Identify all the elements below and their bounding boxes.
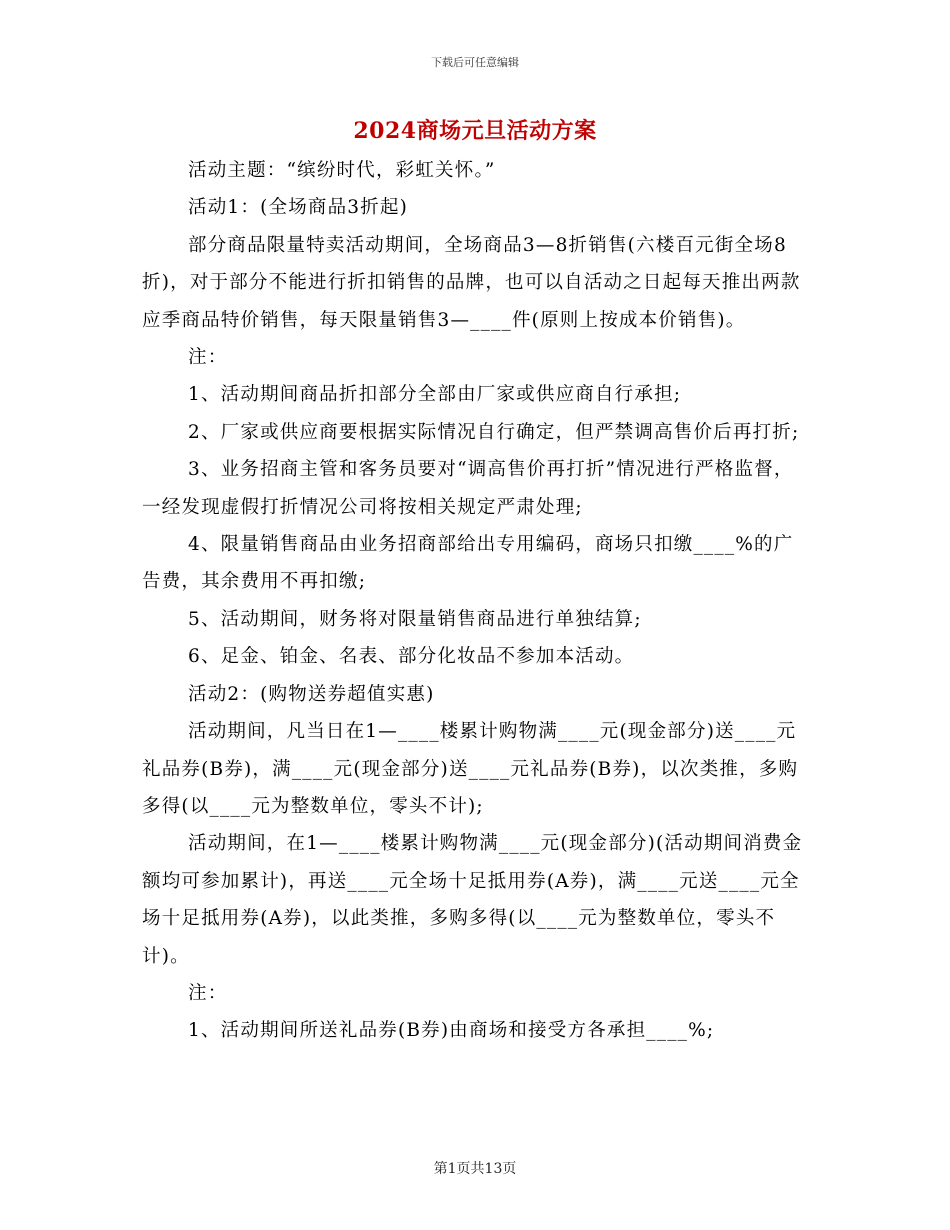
paragraph: 注： <box>188 347 228 369</box>
paragraph: 5、活动期间，财务将对限量销售商品进行单独结算; <box>188 608 642 630</box>
paragraph: 活动2：(购物送券超值实惠) <box>188 683 435 705</box>
paragraph: 活动1：(全场商品3折起) <box>188 197 409 219</box>
paragraph: 1、活动期间所送礼品券(B券)由商场和接受方各承担____%; <box>188 1020 715 1042</box>
paragraph: 3、业务招商主管和客务员要对“调高售价再打折”情况进行严格监督，一经发现虚假打折情况公司将按相关规定严肃处理; <box>142 459 794 518</box>
page-footer: 第1页共13页 <box>433 1161 517 1177</box>
document-title: 2024商场元旦活动方案 <box>353 118 597 144</box>
paragraph: 部分商品限量特卖活动期间，全场商品3—8折销售(六楼百元街全场8折)，对于部分不能进行折扣销售的品牌，也可以自活动之日起每天推出两款应季商品特价销售，每天限量销售3—____件(原则上按成本价销售)。 <box>142 234 801 331</box>
page-header: 下载后可任意编辑 <box>431 56 519 69</box>
document-body <box>142 152 810 1050</box>
paragraph: 活动期间，凡当日在1—____楼累计购物满____元(现金部分)送____元礼品券(B券)，满____元(现金部分)送____元礼品券(B券)，以次类推，多购多得(以____元为整数单位，零头不计); <box>142 721 799 817</box>
paragraph: 1、活动期间商品折扣部分全部由厂家或供应商自行承担; <box>188 384 682 406</box>
paragraph: 4、限量销售商品由业务招商部给出专用编码，商场只扣缴____%的广告费，其余费用不再扣缴; <box>142 534 794 593</box>
paragraph: 注： <box>188 982 228 1004</box>
paragraph: 2、厂家或供应商要根据实际情况自行确定，但严禁调高售价后再打折; <box>188 421 800 443</box>
paragraph: 活动期间，在1—____楼累计购物满____元(现金部分)(活动期间消费金额均可参加累计)，再送____元全场十足抵用券(A券)，满____元送____元全场十足抵用券(A券)，以此类推，多购多得(以____元为整数单位，零头不计)。 <box>142 833 803 967</box>
paragraph: 活动主题：“缤纷时代，彩虹关怀。” <box>188 160 496 181</box>
paragraph: 6、足金、铂金、名表、部分化妆品不参加本活动。 <box>188 646 635 668</box>
